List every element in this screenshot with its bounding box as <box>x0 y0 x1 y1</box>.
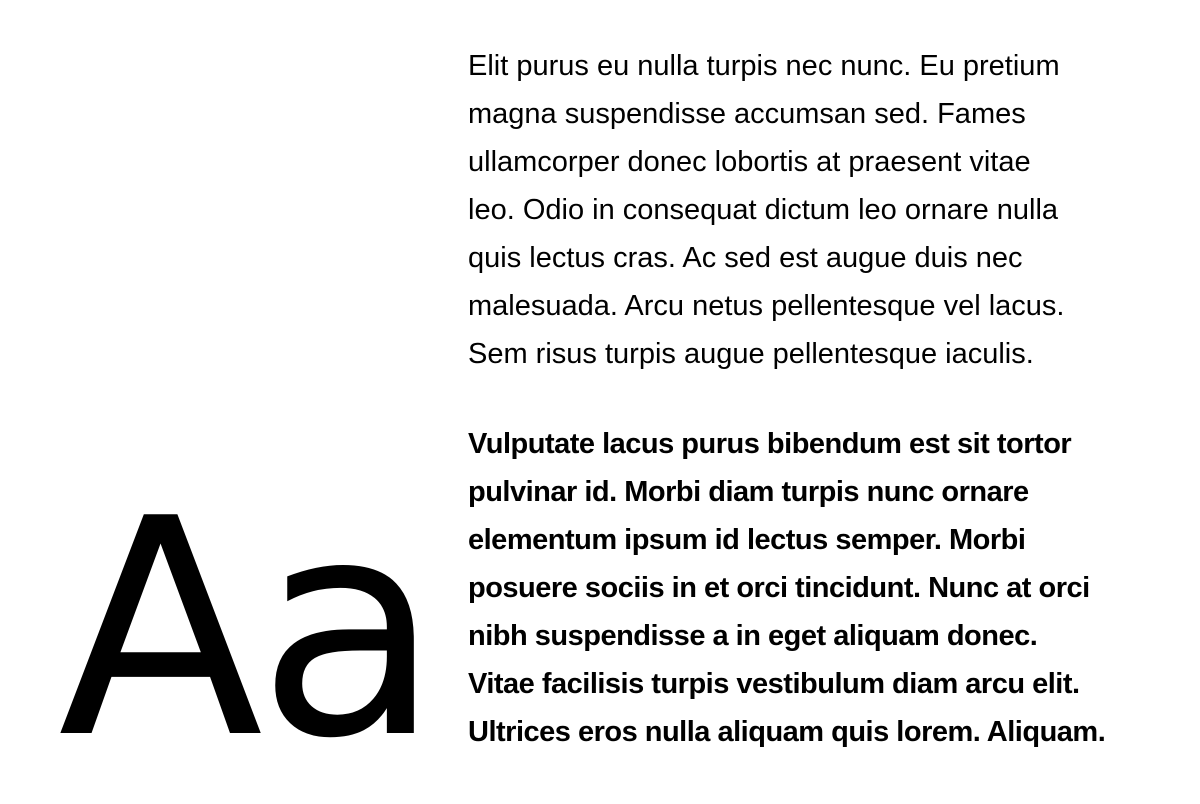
paragraph-line: ullamcorper donec lobortis at praesent vitae <box>468 146 1031 178</box>
paragraph-line: elementum ipsum id lectus semper. Morbi <box>468 524 1026 556</box>
paragraph-line: magna suspendisse accumsan sed. Fames <box>468 98 1026 130</box>
bold-weight-paragraph <box>468 420 1168 756</box>
paragraph-line: Elit purus eu nulla turpis nec nunc. Eu pretium <box>468 50 1060 82</box>
paragraph-line: leo. Odio in consequat dictum leo ornare nulla <box>468 194 1059 226</box>
paragraph-line: nibh suspendisse a in eget aliquam donec. <box>468 620 1038 652</box>
paragraph-line: pulvinar id. Morbi diam turpis nunc ornare <box>468 476 1029 508</box>
paragraph-line: Vitae facilisis turpis vestibulum diam arcu elit. <box>468 668 1080 700</box>
paragraph-line: Sem risus turpis augue pellentesque iaculis. <box>468 338 1034 370</box>
paragraph-line: quis lectus cras. Ac sed est augue duis nec <box>468 242 1023 274</box>
type-specimen-glyphs: Aa <box>58 455 436 804</box>
sample-text-column <box>468 42 1168 756</box>
paragraph-line: Ultrices eros nulla aliquam quis lorem. Aliquam. <box>468 716 1106 748</box>
paragraph-line: Vulputate lacus purus bibendum est sit tortor <box>468 428 1072 460</box>
regular-weight-paragraph <box>468 42 1168 378</box>
paragraph-line: posuere sociis in et orci tincidunt. Nunc at orci <box>468 572 1090 604</box>
paragraph-line: malesuada. Arcu netus pellentesque vel lacus. <box>468 290 1065 322</box>
